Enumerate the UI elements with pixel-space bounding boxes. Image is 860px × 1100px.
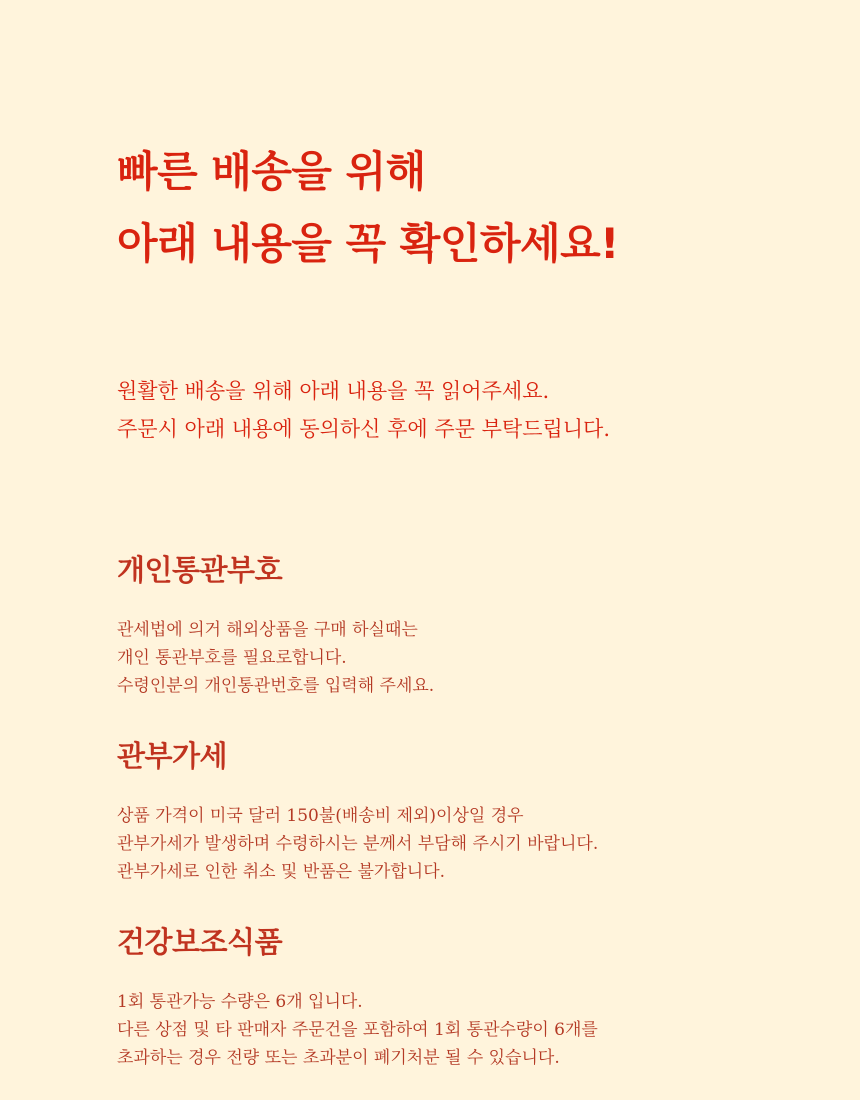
page-headline [117,136,619,280]
section-line: 수령인분의 개인통관번호를 입력해 주세요. [117,676,435,696]
section-body [117,616,434,700]
section-line: 1회 통관가능 수량은 6개 입니다. [117,992,363,1012]
intro-line-2: 주문시 아래 내용에 동의하신 후에 주문 부탁드립니다. [117,417,611,441]
section-body [117,802,598,886]
section-line: 관부가세가 발생하며 수령하시는 분께서 부담해 주시기 바랍니다. [117,834,599,854]
section-line: 개인 통관부호를 필요로합니다. [117,648,347,668]
section-body [117,988,598,1072]
headline-line-1: 빠른 배송을 위해 [117,147,426,196]
section-line: 초과하는 경우 전량 또는 초과분이 폐기처분 될 수 있습니다. [117,1048,560,1068]
intro-line-1: 원활한 배송을 위해 아래 내용을 꼭 읽어주세요. [117,379,550,403]
section-title: 개인통관부호 [117,553,283,587]
section-title: 건강보조식품 [117,925,283,959]
section-line: 상품 가격이 미국 달러 150불(배송비 제외)이상일 경우 [117,806,524,826]
headline-line-2: 아래 내용을 꼭 확인하세요! [117,219,619,268]
section-line: 관세법에 의거 해외상품을 구매 하실때는 [117,620,418,640]
section-customs-duty [117,736,598,886]
intro-text [117,372,610,448]
section-customs-code [117,550,434,700]
section-line: 관부가세로 인한 취소 및 반품은 불가합니다. [117,862,446,882]
section-health-supplements [117,922,598,1072]
section-line: 다른 상점 및 타 판매자 주문건을 포함하여 1회 통관수량이 6개를 [117,1020,598,1040]
section-title: 관부가세 [117,739,228,773]
